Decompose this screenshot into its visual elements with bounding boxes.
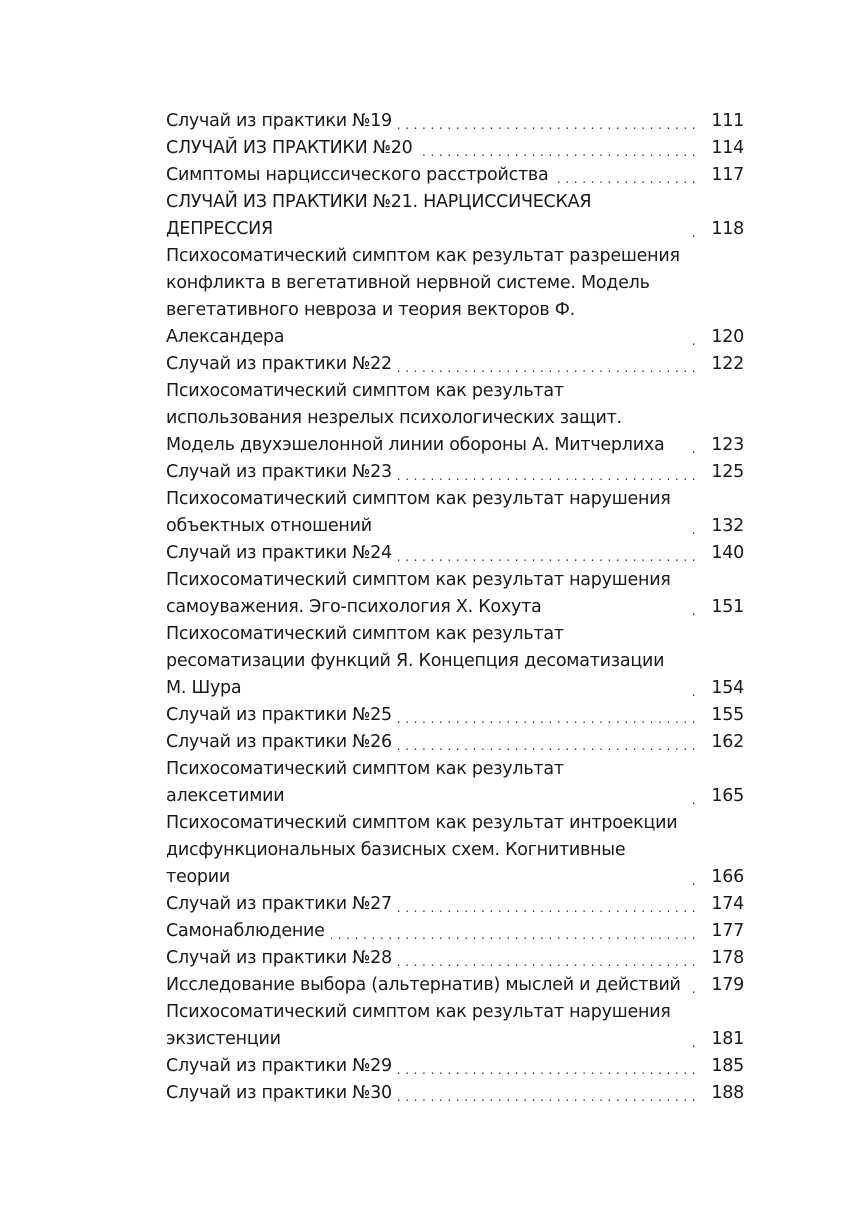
toc-entry-page: 179: [711, 975, 744, 995]
toc-entry-title: Случай из практики №22: [166, 354, 392, 374]
dot-leader: [398, 351, 696, 378]
toc-entry[interactable]: [166, 540, 744, 567]
toc-entry[interactable]: [166, 567, 744, 621]
dot-leader: [398, 729, 696, 756]
toc-entry-title: Психосоматический симптом как результат нарушения самоуважения. Эго-психология Х. Кохута: [166, 570, 671, 617]
toc-entry-page: 174: [711, 894, 744, 914]
toc-entry-title: Психосоматический симптом как результат ресоматизации функций Я. Концепция десоматизации М. Шура: [166, 624, 665, 698]
toc-entry-page: 155: [711, 705, 744, 725]
toc-entry[interactable]: [166, 243, 744, 351]
toc-entry-page: 125: [711, 462, 744, 482]
toc-entry[interactable]: [166, 729, 744, 756]
toc-entry-title: Симптомы нарциссического расстройства: [166, 165, 549, 185]
toc-entry[interactable]: [166, 810, 744, 891]
toc-entry-page: 154: [711, 678, 744, 698]
toc-entry-title: Случай из практики №23: [166, 462, 392, 482]
toc-entry-page: 188: [711, 1083, 744, 1103]
dot-leader: [398, 459, 696, 486]
toc-entry-title: Случай из практики №28: [166, 948, 392, 968]
toc-entry[interactable]: [166, 351, 744, 378]
toc-entry[interactable]: [166, 1080, 744, 1107]
toc-entry-title: Психосоматический симптом как результат нарушения объектных отношений: [166, 489, 671, 536]
toc-entry[interactable]: [166, 621, 744, 702]
toc-entry-title: Психосоматический симптом как результат разрешения конфликта в вегетативной нервной системе. Модель вегетативного невроза и теория векторов Ф. Александера: [166, 246, 680, 347]
toc-entry-title: Психосоматический симптом как результат интроекции дисфункциональных базисных схем. Когнитивные теории: [166, 813, 678, 887]
toc-entry-page: 123: [711, 435, 744, 455]
toc-entry-page: 132: [711, 516, 744, 536]
dot-leader: [687, 972, 696, 999]
toc-entry-page: 122: [711, 354, 744, 374]
toc-entry-page: 151: [711, 597, 744, 617]
toc-entry[interactable]: [166, 891, 744, 918]
dot-leader: [398, 945, 696, 972]
dot-leader: [398, 891, 696, 918]
toc-entry[interactable]: [166, 135, 744, 162]
toc-entry[interactable]: [166, 945, 744, 972]
dot-leader: [398, 1080, 696, 1107]
toc-entry[interactable]: [166, 108, 744, 135]
toc-entry-title: Случай из практики №27: [166, 894, 392, 914]
dot-leader: [690, 594, 696, 621]
toc-entry-title: Случай из практики №26: [166, 732, 392, 752]
toc-entry[interactable]: [166, 1053, 744, 1080]
toc-entry-page: 177: [711, 921, 744, 941]
toc-entry-title: Случай из практики №29: [166, 1056, 392, 1076]
dot-leader: [690, 432, 696, 459]
toc-entry-page: 120: [711, 327, 744, 347]
toc-entry[interactable]: [166, 189, 744, 243]
toc-entry-title: Случай из практики №30: [166, 1083, 392, 1103]
dot-leader: [690, 216, 696, 243]
table-of-contents: [166, 108, 744, 1107]
toc-entry-page: 185: [711, 1056, 744, 1076]
toc-entry-page: 111: [711, 111, 744, 131]
toc-entry[interactable]: [166, 702, 744, 729]
toc-entry[interactable]: [166, 162, 744, 189]
dot-leader: [690, 513, 696, 540]
dot-leader: [398, 540, 696, 567]
toc-entry-page: 181: [711, 1029, 744, 1049]
dot-leader: [690, 783, 696, 810]
toc-entry-page: 162: [711, 732, 744, 752]
toc-entry-page: 117: [711, 165, 744, 185]
dot-leader: [331, 918, 696, 945]
toc-entry-title: Исследование выбора (альтернатив) мыслей и действий: [166, 975, 681, 995]
toc-entry-title: Самонаблюдение: [166, 921, 325, 941]
toc-entry[interactable]: [166, 756, 744, 810]
toc-entry-page: 118: [711, 219, 744, 239]
toc-entry[interactable]: [166, 918, 744, 945]
dot-leader: [690, 324, 696, 351]
toc-entry[interactable]: [166, 459, 744, 486]
dot-leader: [690, 864, 696, 891]
dot-leader: [398, 1053, 696, 1080]
toc-entry-page: 165: [711, 786, 744, 806]
toc-entry-page: 166: [711, 867, 744, 887]
toc-entry-title: Случай из практики №24: [166, 543, 392, 563]
dot-leader: [398, 702, 696, 729]
toc-entry[interactable]: [166, 972, 744, 999]
toc-entry-title: Случай из практики №19: [166, 111, 392, 131]
toc-entry-title: Психосоматический симптом как результат нарушения экзистенции: [166, 1002, 671, 1049]
dot-leader: [554, 162, 696, 189]
toc-entry-title: Психосоматический симптом как результат алексетимии: [166, 759, 564, 806]
dot-leader: [690, 1026, 696, 1053]
toc-entry[interactable]: [166, 378, 744, 459]
toc-entry-title: СЛУЧАЙ ИЗ ПРАКТИКИ №20: [166, 138, 413, 158]
toc-entry-title: Психосоматический симптом как результат использования незрелых психологических защит. Модель двухэшелонной линии обороны А. Митчерлиха: [166, 381, 665, 455]
toc-entry[interactable]: [166, 999, 744, 1053]
toc-entry-page: 178: [711, 948, 744, 968]
toc-entry-page: 114: [711, 138, 744, 158]
dot-leader: [418, 135, 696, 162]
dot-leader: [398, 108, 696, 135]
toc-entry-page: 140: [711, 543, 744, 563]
toc-entry[interactable]: [166, 486, 744, 540]
toc-entry-title: СЛУЧАЙ ИЗ ПРАКТИКИ №21. НАРЦИССИЧЕСКАЯ ДЕПРЕССИЯ: [166, 192, 592, 239]
toc-entry-title: Случай из практики №25: [166, 705, 392, 725]
dot-leader: [690, 675, 696, 702]
